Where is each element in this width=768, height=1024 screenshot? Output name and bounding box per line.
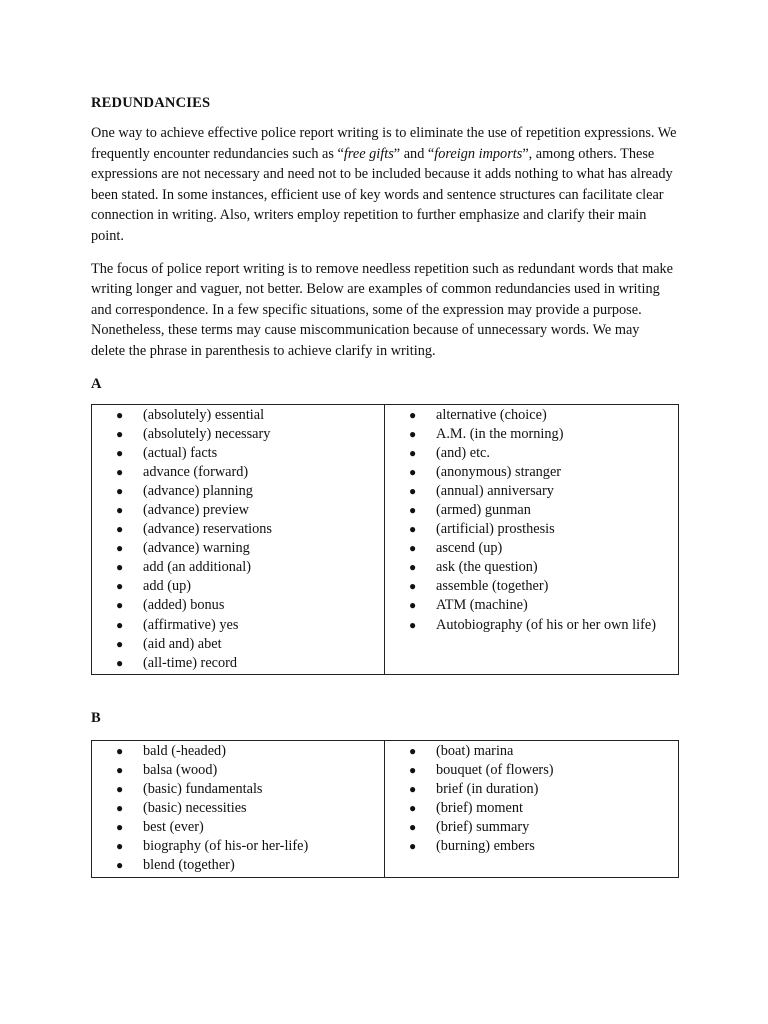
list-item — [92, 616, 384, 635]
intro-paragraph — [91, 123, 677, 247]
list-item — [385, 425, 678, 444]
redundancy-list — [385, 742, 678, 857]
bullet-icon: ● — [116, 617, 124, 632]
redundancy-table-a — [91, 404, 679, 675]
bullet-icon: ● — [409, 782, 417, 797]
intro-text-part3: ”, among others. These expressions are not necessary and need not to be included because it adds nothing to what has already been stated. In some instances, efficient use of key words and sentence structures can facilitate clear connection in writing. Also, writers employ repetition to further emphasize and clarify their main point. — [91, 145, 673, 244]
bullet-icon: ● — [116, 560, 124, 575]
bullet-icon: ● — [409, 503, 417, 517]
bullet-icon: ● — [116, 407, 124, 422]
list-item — [92, 761, 384, 780]
list-item — [92, 501, 384, 520]
list-item-text: balsa (wood) — [143, 761, 218, 778]
list-item — [385, 501, 678, 520]
list-item-text: (advance) planning — [143, 482, 253, 499]
bullet-icon: ● — [116, 445, 124, 460]
bullet-icon: ● — [116, 655, 124, 670]
list-item-text: ascend (up) — [436, 540, 503, 557]
list-item — [92, 463, 384, 482]
list-item-text: biography (of his-or her-life) — [143, 838, 309, 855]
list-item — [385, 799, 678, 818]
bullet-icon: ● — [116, 541, 124, 556]
list-item — [92, 635, 384, 654]
bullet-icon: ● — [116, 464, 124, 479]
list-item-text: (annual) anniversary — [436, 482, 554, 499]
bullet-icon: ● — [116, 579, 124, 594]
list-item — [385, 596, 678, 615]
list-item — [92, 406, 384, 425]
list-item-text: (advance) reservations — [143, 521, 273, 538]
table-a-left-column — [92, 404, 385, 674]
bullet-icon: ● — [116, 483, 124, 498]
bullet-icon: ● — [116, 743, 124, 758]
bullet-icon: ● — [116, 598, 124, 613]
list-item-text: ATM (machine) — [436, 597, 528, 614]
list-item-text: (advance) warning — [143, 540, 250, 557]
bullet-icon: ● — [116, 522, 124, 537]
list-item — [92, 539, 384, 558]
bullet-icon: ● — [409, 522, 417, 537]
list-item-text: add (an additional) — [143, 559, 251, 576]
bullet-icon: ● — [409, 541, 417, 556]
list-item — [92, 837, 384, 856]
list-item-text: bouquet (of flowers) — [436, 761, 554, 778]
list-item — [385, 406, 678, 425]
bullet-icon: ● — [409, 579, 417, 594]
bullet-icon: ● — [409, 483, 417, 498]
list-item — [385, 558, 678, 577]
bullet-icon: ● — [409, 617, 417, 632]
list-item-text: alternative (choice) — [436, 406, 547, 423]
document-title: REDUNDANCIES — [91, 95, 211, 111]
list-item-text: (anonymous) stranger — [436, 463, 562, 480]
list-item-text: (brief) summary — [436, 819, 530, 836]
list-item — [92, 520, 384, 539]
bullet-icon: ● — [409, 407, 417, 422]
list-item — [385, 444, 678, 463]
bullet-icon: ● — [116, 820, 124, 835]
list-item — [92, 482, 384, 501]
redundancy-table-b — [91, 740, 679, 878]
bullet-icon: ● — [116, 426, 124, 441]
list-item — [385, 616, 678, 635]
list-item — [385, 761, 678, 780]
list-item-text: (burning) embers — [436, 838, 535, 855]
list-item — [385, 520, 678, 539]
list-item-text: (artificial) prosthesis — [436, 521, 555, 538]
list-item — [92, 425, 384, 444]
redundancy-list — [385, 406, 678, 635]
list-item-text: (advance) preview — [143, 502, 249, 518]
list-item-text: advance (forward) — [143, 463, 249, 480]
bullet-icon: ● — [409, 743, 417, 758]
bullet-icon: ● — [116, 801, 124, 816]
bullet-icon: ● — [409, 560, 417, 575]
bullet-icon: ● — [116, 839, 124, 854]
list-item-text: A.M. (in the morning) — [436, 425, 564, 442]
list-item-text: (affirmative) yes — [143, 616, 239, 633]
table-b-right-column — [385, 740, 679, 877]
bullet-icon: ● — [409, 820, 417, 835]
bullet-icon: ● — [116, 858, 124, 873]
list-item — [385, 539, 678, 558]
list-item — [92, 856, 384, 875]
focus-paragraph: The focus of police report writing is to remove needless repetition such as redundant words that make writing longer and vaguer, not better. Below are examples of common redundancies used in writing and correspondence. In a few specific situations, some of the expression may provide a purpose. Nonetheless, these terms may cause miscommunication because of unnecessary words. We may delete the phrase in parenthesis to achieve clarify in writing. — [91, 260, 674, 359]
list-item-text: best (ever) — [143, 819, 204, 836]
list-item-text: add (up) — [143, 578, 192, 595]
list-item — [385, 577, 678, 596]
bullet-icon: ● — [116, 503, 124, 517]
list-item — [92, 444, 384, 463]
redundancy-list — [92, 742, 384, 876]
list-item-text: (basic) fundamentals — [143, 781, 263, 798]
list-item-text: (absolutely) essential — [143, 406, 265, 423]
list-item-text: (all-time) record — [143, 654, 238, 671]
list-item-text: (actual) facts — [143, 444, 218, 461]
list-item — [92, 742, 384, 761]
document-page — [91, 93, 677, 878]
example-foreign-imports: foreign imports — [434, 145, 523, 162]
intro-text-part1: One way to achieve effective police report writing is to eliminate the use of repetition expressions. We frequently encounter redundancies such as “ — [91, 125, 677, 162]
bullet-icon: ● — [409, 464, 417, 479]
list-item — [385, 463, 678, 482]
list-item-text: (absolutely) necessary — [143, 425, 271, 442]
list-item — [385, 837, 678, 856]
bullet-icon: ● — [409, 426, 417, 441]
list-item — [385, 780, 678, 799]
bullet-icon: ● — [409, 762, 417, 777]
list-item-text: Autobiography (of his or her own life) — [436, 616, 656, 633]
bullet-icon: ● — [409, 598, 417, 613]
list-item — [92, 799, 384, 818]
list-item-text: brief (in duration) — [436, 781, 539, 798]
intro-text-part2: ” and “ — [393, 145, 435, 162]
table-row — [92, 740, 679, 877]
list-item — [92, 818, 384, 837]
list-item-text: ask (the question) — [436, 559, 538, 576]
table-b-left-column — [92, 740, 385, 877]
bullet-icon: ● — [409, 839, 417, 854]
bullet-icon: ● — [409, 445, 417, 460]
bullet-icon: ● — [409, 801, 417, 816]
list-item-text: (basic) necessities — [143, 800, 247, 817]
bullet-icon: ● — [116, 782, 124, 797]
list-item-text: bald (-headed) — [143, 742, 226, 759]
list-item-text: (and) etc. — [436, 444, 490, 461]
list-item — [92, 654, 384, 673]
section-a-label: A — [91, 375, 102, 392]
list-item-text: (boat) marina — [436, 742, 514, 759]
list-item — [92, 596, 384, 615]
table-a-right-column — [385, 404, 679, 674]
list-item — [92, 577, 384, 596]
list-item — [385, 818, 678, 837]
bullet-icon: ● — [116, 636, 124, 651]
list-item — [385, 742, 678, 761]
redundancy-list — [92, 406, 384, 673]
list-item-text: (added) bonus — [143, 597, 225, 614]
list-item — [385, 482, 678, 501]
example-free-gifts: free gifts — [343, 145, 394, 162]
list-item-text: (armed) gunman — [436, 502, 531, 518]
list-item — [92, 558, 384, 577]
list-item-text: blend (together) — [143, 857, 235, 874]
list-item-text: assemble (together) — [436, 578, 549, 595]
table-row — [92, 404, 679, 674]
list-item-text: (aid and) abet — [143, 635, 222, 652]
bullet-icon: ● — [116, 762, 124, 777]
list-item-text: (brief) moment — [436, 800, 523, 817]
list-item — [92, 780, 384, 799]
section-b-label: B — [91, 709, 101, 726]
